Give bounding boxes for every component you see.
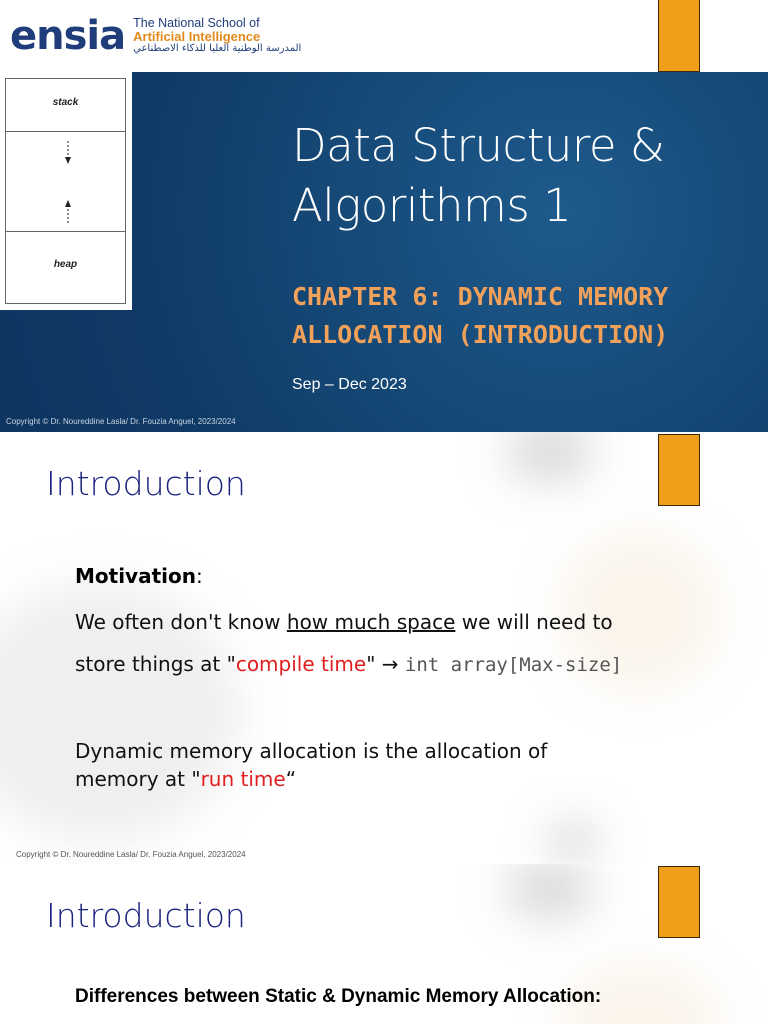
memory-divider xyxy=(6,131,125,132)
arrow-up-icon xyxy=(63,199,73,223)
background-blur xyxy=(548,822,598,862)
logo-line3: المدرسة الوطنية العليا للذكاء الاصطناعي xyxy=(133,43,302,55)
text-line-1 xyxy=(75,610,613,634)
slide-title: Introduction xyxy=(46,464,246,503)
orange-accent-tab xyxy=(658,0,700,72)
line1-before: We often don't know xyxy=(75,610,287,634)
motivation-colon: : xyxy=(196,564,203,588)
memory-heap-label: heap xyxy=(53,259,78,270)
logo-line1: The National School of xyxy=(133,16,260,31)
line1-underlined: how much space xyxy=(286,610,456,634)
memory-stack-label: stack xyxy=(52,97,79,108)
line2-before: store things at " xyxy=(75,652,236,676)
orange-accent-tab xyxy=(658,434,700,506)
slide-title: Introduction xyxy=(46,896,246,935)
line2-highlight: compile time xyxy=(235,652,367,676)
background-blur xyxy=(505,432,595,482)
course-title: Data Structure & Algorithms 1 xyxy=(292,119,665,232)
text-line-3 xyxy=(75,739,547,763)
memory-diagram-box xyxy=(5,78,126,304)
introduction-slide xyxy=(0,432,768,864)
logo-line2: Artificial Intelligence xyxy=(133,29,261,45)
text-line-4 xyxy=(75,767,296,791)
background-blur xyxy=(505,864,595,919)
orange-accent-tab xyxy=(658,866,700,938)
course-date: Sep – Dec 2023 xyxy=(292,376,407,393)
copyright-notice: Copyright © Dr. Noureddine Lasla/ Dr. Fouzia Anguel, 2023/2024 xyxy=(6,417,236,426)
copyright-notice: Copyright © Dr. Noureddine Lasla/ Dr. Fouzia Anguel, 2023/2024 xyxy=(16,850,246,859)
line4-before: memory at " xyxy=(75,767,201,791)
ensia-logo xyxy=(10,14,301,58)
memory-diagram xyxy=(0,72,132,310)
chapter-title: CHAPTER 6: DYNAMIC MEMORY ALLOCATION (INTRODUCTION) xyxy=(292,282,669,349)
line2-after: " → xyxy=(366,652,405,676)
title-slide xyxy=(0,0,768,432)
memory-divider xyxy=(6,231,125,232)
line4-after: “ xyxy=(285,767,297,791)
logo-wordmark: ensia xyxy=(10,13,126,59)
code-snippet: int array[Max-size] xyxy=(404,654,623,676)
line1-after: we will need to xyxy=(455,610,613,634)
line3-text: Dynamic memory allocation is the allocation of xyxy=(75,739,548,763)
motivation-label: Motivation xyxy=(75,564,196,588)
logo-text xyxy=(133,17,301,54)
differences-heading: Differences between Static & Dynamic Memory Allocation: xyxy=(75,986,602,1007)
introduction-slide-2 xyxy=(0,864,768,1024)
text-line-2 xyxy=(75,652,622,676)
line4-highlight: run time xyxy=(200,767,286,791)
motivation-heading xyxy=(75,564,203,588)
arrow-down-icon xyxy=(63,141,73,165)
